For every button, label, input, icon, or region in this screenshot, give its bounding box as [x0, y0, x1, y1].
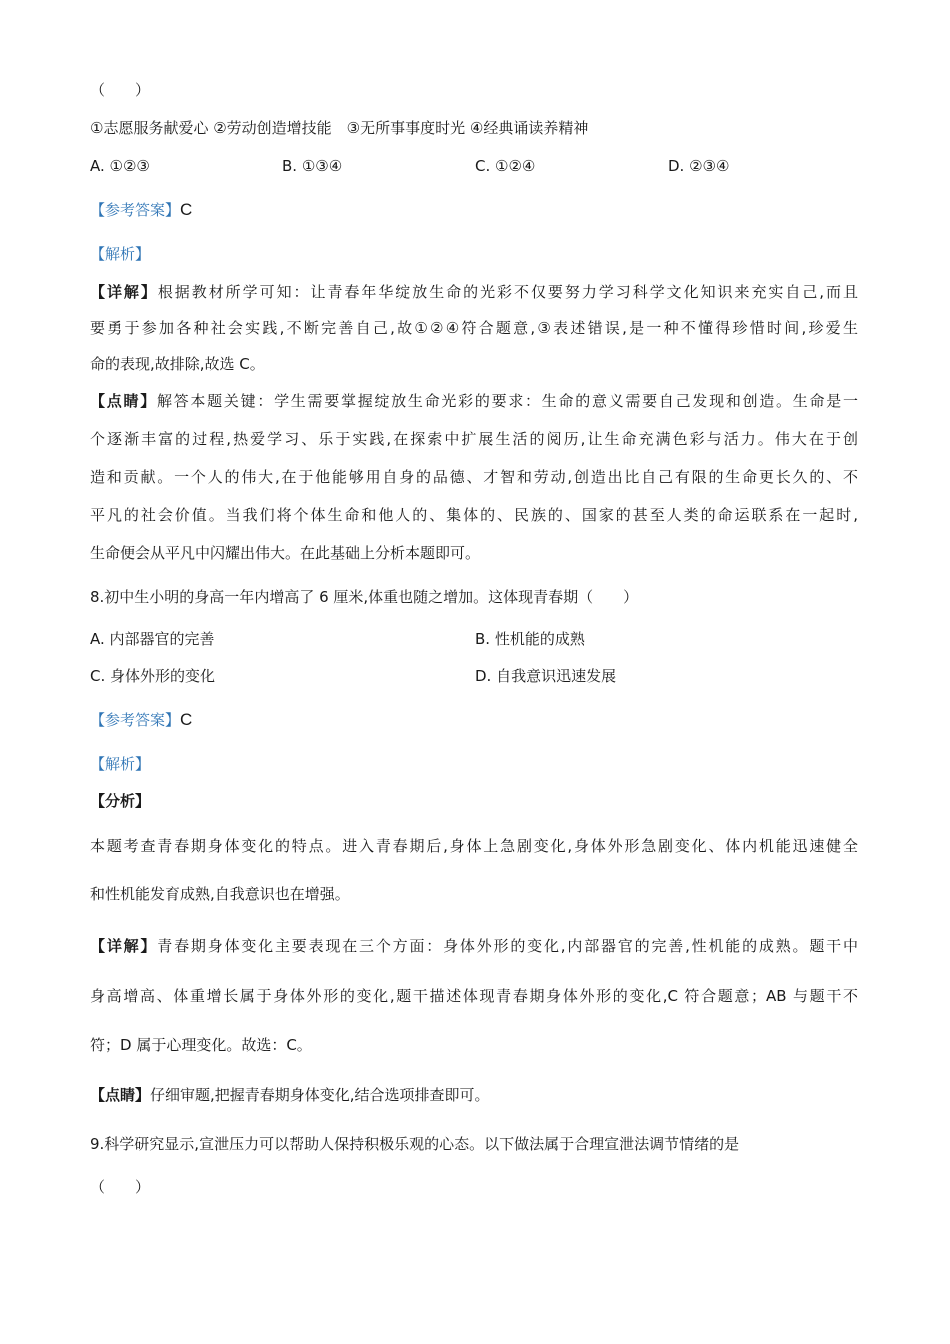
q7-option-a: A. ①②③ [90, 157, 150, 175]
answer-tag: 【参考答案】 [90, 711, 181, 729]
answer-letter: C [180, 200, 193, 219]
q8-answer [90, 710, 192, 730]
q8-detail-line-3: 符；D 属于心理变化。故选：C。 [90, 1036, 312, 1054]
comment-tag: 【点睛】 [90, 1086, 151, 1104]
comment-tag: 【点睛】 [90, 392, 157, 410]
q7-paren: （ ） [90, 81, 151, 99]
q9-question: 9.科学研究显示,宣泄压力可以帮助人保持积极乐观的心态。以下做法属于合理宣泄法调节情绪的是 [90, 1135, 740, 1153]
detail-tag: 【详解】 [90, 937, 158, 955]
detail-tag: 【详解】 [90, 283, 158, 301]
q8-analyze-line-2: 和性机能发育成熟,自我意识也在增强。 [90, 885, 350, 903]
q7-analysis-tag: 【解析】 [90, 245, 151, 263]
q7-statements: ①志愿服务献爱心 ②劳动创造增技能 ③无所事事度时光 ④经典诵读养精神 [90, 119, 589, 137]
q7-comment-line-1 [90, 391, 858, 411]
q7-comment-line-3: 造和贡献。一个人的伟大,在于他能够用自身的品德、才智和劳动,创造出比自己有限的生命更长久的、不 [90, 468, 858, 486]
comment-text: 解答本题关键：学生需要掌握绽放生命光彩的要求：生命的意义需要自己发现和创造。生命是一 [156, 392, 858, 410]
q8-analyze-tag: 【分析】 [90, 792, 151, 810]
answer-tag: 【参考答案】 [90, 201, 181, 219]
q7-option-b: B. ①③④ [282, 157, 343, 175]
q8-option-a: A. 内部器官的完善 [90, 630, 215, 648]
q8-detail-line-1 [90, 936, 858, 956]
detail-text: 青春期身体变化主要表现在三个方面：身体外形的变化,内部器官的完善,性机能的成熟。题干中 [157, 937, 858, 955]
q7-answer [90, 200, 192, 220]
detail-text: 根据教材所学可知：让青春年华绽放生命的光彩不仅要努力学习科学文化知识来充实自己,而且 [157, 283, 858, 301]
q7-detail-line-1 [90, 282, 858, 302]
q8-comment [90, 1085, 490, 1105]
q9-paren: （ ） [90, 1178, 151, 1196]
q8-option-c: C. 身体外形的变化 [90, 667, 216, 685]
q7-detail-line-3: 命的表现,故排除,故选 C。 [90, 355, 265, 373]
q7-comment-line-4: 平凡的社会价值。当我们将个体生命和他人的、集体的、民族的、国家的甚至人类的命运联系在一起时, [90, 506, 858, 524]
q7-option-c: C. ①②④ [475, 157, 536, 175]
q8-option-b: B. 性机能的成熟 [475, 630, 585, 648]
q7-detail-line-2: 要勇于参加各种社会实践,不断完善自己,故①②④符合题意,③表述错误,是一种不懂得珍惜时间,珍爱生 [90, 319, 858, 337]
q7-comment-line-2: 个逐渐丰富的过程,热爱学习、乐于实践,在探索中扩展生活的阅历,让生命充满色彩与活力。伟大在于创 [90, 430, 858, 448]
q8-analyze-line-1: 本题考查青春期身体变化的特点。进入青春期后,身体上急剧变化,身体外形急剧变化、体内机能迅速健全 [90, 837, 858, 855]
q8-option-d: D. 自我意识迅速发展 [475, 667, 617, 685]
q8-analysis-tag: 【解析】 [90, 755, 151, 773]
q8-question: 8.初中生小明的身高一年内增高了 6 厘米,体重也随之增加。这体现青春期（ ） [90, 588, 639, 606]
q7-comment-line-5: 生命便会从平凡中闪耀出伟大。在此基础上分析本题即可。 [90, 544, 481, 562]
q7-option-d: D. ②③④ [668, 157, 730, 175]
q8-detail-line-2: 身高增高、体重增长属于身体外形的变化,题干描述体现青春期身体外形的变化,C 符合题意；AB 与题干不 [90, 987, 858, 1005]
answer-letter: C [180, 710, 193, 729]
comment-text: 仔细审题,把握青春期身体变化,结合选项排查即可。 [150, 1086, 490, 1104]
